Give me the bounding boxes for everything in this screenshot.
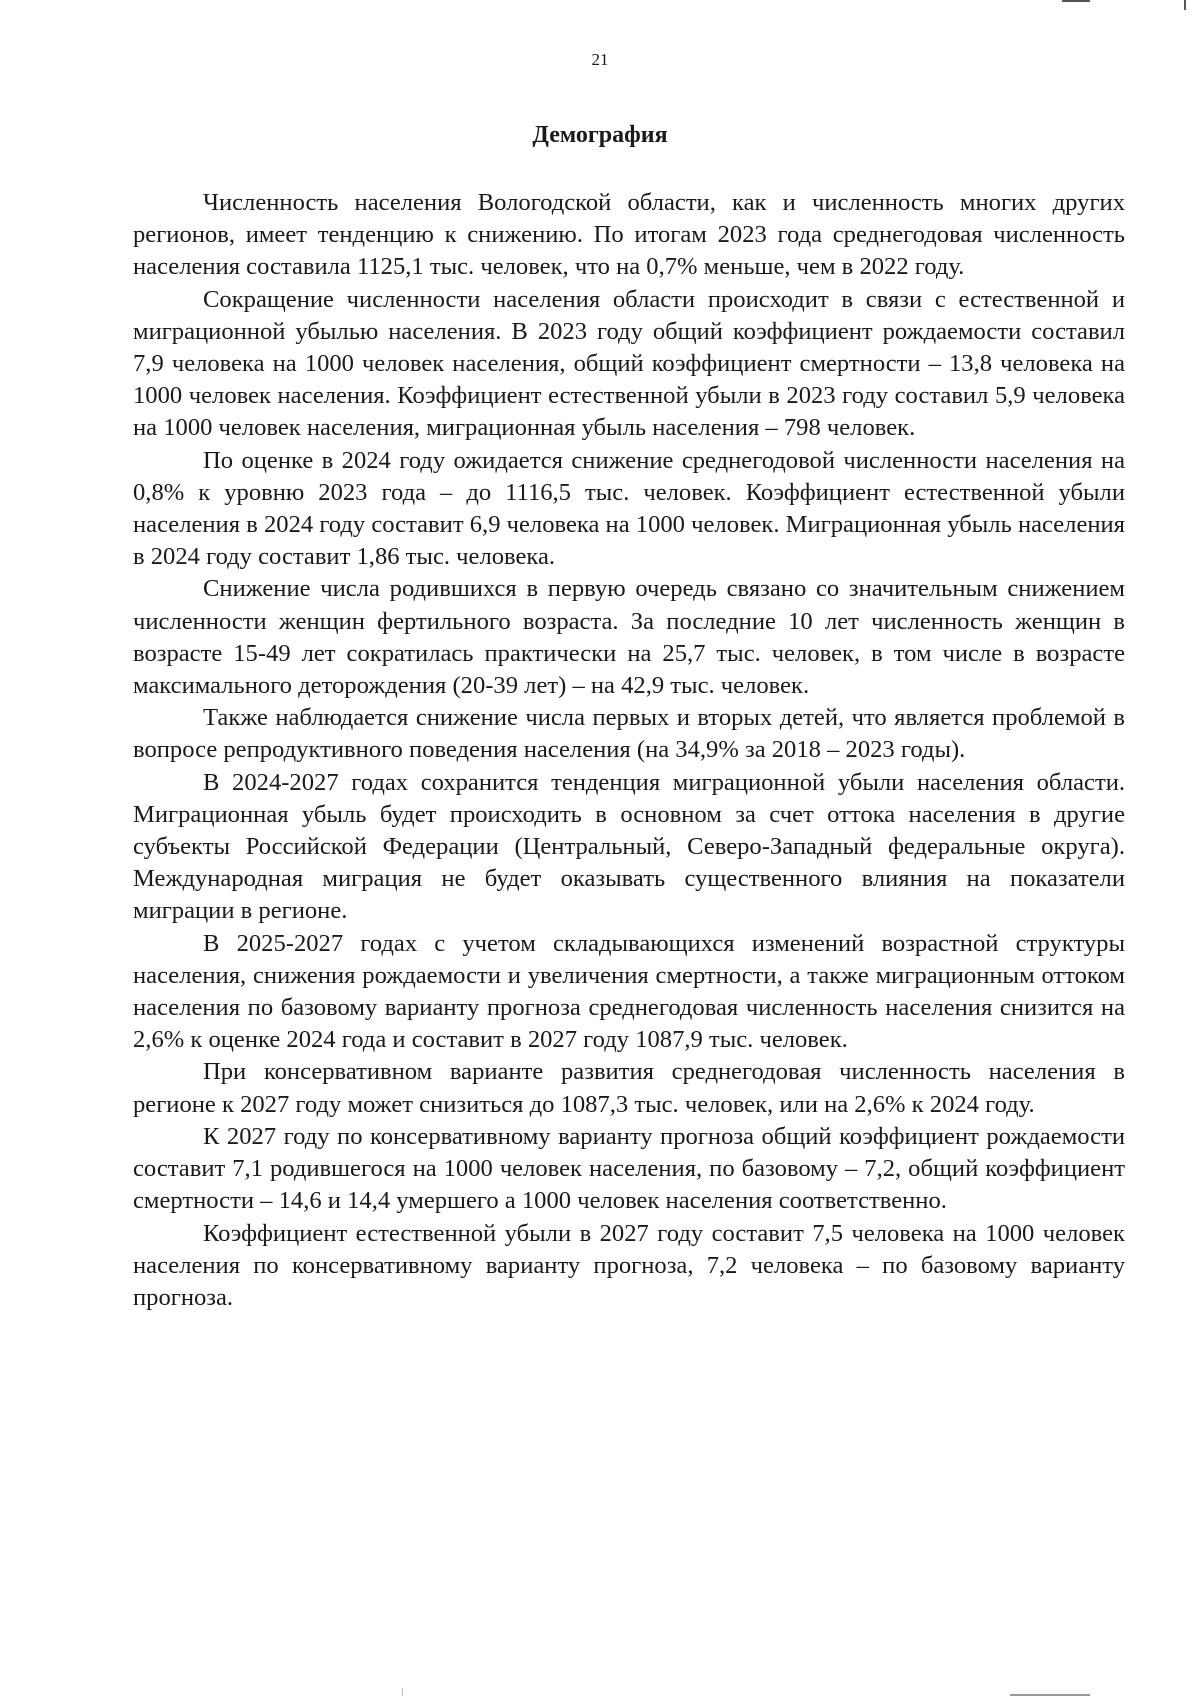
paragraph-base-forecast: В 2025-2027 годах с учетом складывающихся изменений возрастной структуры населения, снижения рождаемости и увеличения смертности, а также миграционным оттоком населения по базовому варианту прогноза среднегодовая численность населения снизится на 2,6% к оценке 2024 года и составит в 2027 году 1087,9 тыс. человек. bbox=[133, 929, 1125, 1054]
paragraph-birth-decline: Снижение числа родившихся в первую очередь связано со значительным снижением численности женщин фертильного возраста. За последние 10 лет численность женщин в возрасте 15-49 лет сократилась практически на 25,7 тыс. человек, в том числе в возрасте максимального деторождения (20-39 лет) – на 42,9 тыс. человек. bbox=[133, 575, 1125, 700]
paragraph-natural-decline: Сокращение численности населения области происходит в связи с естественной и миграционной убылью населения. В 2023 году общий коэффициент рождаемости составил 7,9 человека на 1000 человек населения, общий коэффициент смертности – 13,8 человека на 1000 человек населения. Коэффициент естественной убыли в 2023 году составил 5,9 человека на 1000 человек населения, миграционная убыль населения – 798 человек. bbox=[133, 285, 1125, 442]
paragraph-2024-estimate: По оценке в 2024 году ожидается снижение среднегодовой численности населения на 0,8% к уровню 2023 года – до 1116,5 тыс. человек. Коэффициент естественной убыли населения в 2024 году составит 6,9 человека на 1000 человек. Миграционная убыль населения в 2024 году составит 1,86 тыс. человека. bbox=[133, 446, 1125, 571]
scan-mark-bottom-right bbox=[1010, 1694, 1090, 1696]
paragraph-2027-birth-death-rates: К 2027 году по консервативному варианту прогноза общий коэффициент рождаемости составит 7,1 родившегося на 1000 человек населения, по базовому – 7,2, общий коэффициент смертности – 14,6 и 14,4 умершего а 1000 человек населения соответственно. bbox=[133, 1122, 1125, 1215]
document-body bbox=[133, 187, 1125, 1314]
paragraph-conservative-forecast: При консервативном варианте развития среднегодовая численность населения в регионе к 2027 году может снизиться до 1087,3 тыс. человек, или на 2,6% к 2024 году. bbox=[133, 1058, 1125, 1118]
paragraph-migration-trend: В 2024-2027 годах сохранится тенденция миграционной убыли населения области. Миграционная убыль будет происходить в основном за счет оттока населения в другие субъекты Российской Федерации (Центральный, Северо-Западный федеральные округа). Международная миграция не будет оказывать существенного влияния на показатели миграции в регионе. bbox=[133, 768, 1125, 925]
paragraph-2027-natural-decline: Коэффициент естественной убыли в 2027 году составит 7,5 человека на 1000 человек населения по консервативному варианту прогноза, 7,2 человека – по базовому варианту прогноза. bbox=[133, 1219, 1125, 1311]
scan-mark-top-right bbox=[1062, 0, 1090, 2]
scan-mark-top-right-tick bbox=[1184, 0, 1186, 10]
page-number: 21 bbox=[591, 50, 609, 69]
paragraph-first-second-children: Также наблюдается снижение числа первых и вторых детей, что является проблемой в вопросе репродуктивного поведения населения (на 34,9% за 2018 – 2023 годы). bbox=[133, 704, 1125, 764]
paragraph-population-trend: Численность населения Вологодской области, как и численность многих других регионов, имеет тенденцию к снижению. По итогам 2023 года среднегодовая численность населения составила 1125,1 тыс. человек, что на 0,7% меньше, чем в 2022 году. bbox=[133, 189, 1125, 281]
scan-mark-bottom-center bbox=[402, 1688, 403, 1696]
page-title: Демография bbox=[532, 122, 668, 148]
